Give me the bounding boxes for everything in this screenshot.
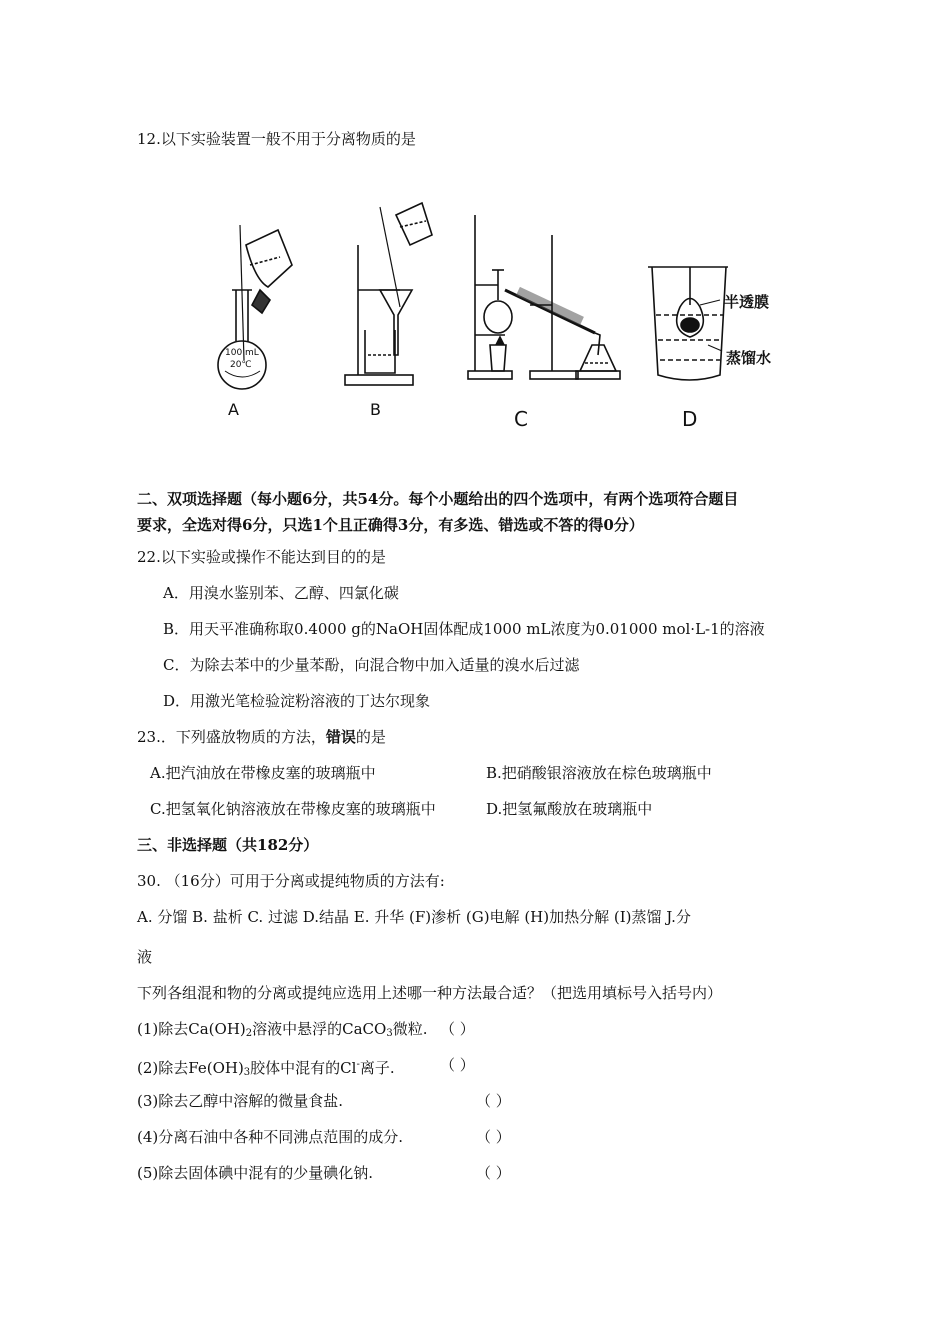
apparatus-drawings: [200, 195, 800, 435]
question-23-stem-suffix: 的是: [355, 728, 386, 746]
filtration-apparatus: [345, 203, 432, 385]
answer-bracket-1[interactable]: （ ）: [440, 1020, 475, 1038]
distillation-apparatus: [468, 215, 620, 379]
section-2-heading-line1: 二、双项选择题（每小题6分，共54分。每个小题给出的四个选项中，有两个选项符合题目: [137, 490, 739, 508]
item-1-suffix: 微粒.: [392, 1020, 428, 1038]
question-30-item-1: [137, 1018, 428, 1045]
question-30-stem: 30. （16分）可用于分离或提纯物质的方法有:: [137, 872, 445, 890]
item-2-subscript: 3: [243, 1067, 251, 1078]
section-2-heading-line2: 要求，全选对得6分，只选1个且正确得3分，有多选、错选或不答的得0分）: [137, 516, 644, 534]
section-3-heading: 三、非选择题（共182分）: [137, 836, 319, 854]
answer-bracket-5[interactable]: （ ）: [476, 1164, 511, 1182]
question-23-stem-prefix: 23.．下列盛放物质的方法，: [137, 728, 326, 746]
question-12: 12.以下实验装置一般不用于分离物质的是: [137, 130, 416, 148]
item-2-suffix: 离子.: [359, 1059, 395, 1077]
item-1-prefix: (1)除去Ca(OH): [137, 1020, 246, 1038]
item-2-superscript: -: [356, 1059, 360, 1070]
membrane-label: 半透膜: [724, 293, 770, 311]
question-30-item-5: (5)除去固体碘中混有的少量碘化钠.: [137, 1164, 374, 1182]
question-22-option-d: D．用激光笔检验淀粉溶液的丁达尔现象: [163, 692, 431, 710]
apparatus-figure: [200, 195, 800, 435]
item-1-mid: 溶液中悬浮的CaCO: [252, 1020, 387, 1038]
dialysis-apparatus: [648, 267, 728, 380]
question-23-option-b: B.把硝酸银溶液放在棕色玻璃瓶中: [486, 764, 712, 782]
label-d: D: [682, 407, 698, 431]
question-23-stem-emphasis: 错误: [325, 728, 356, 746]
question-30-item-2: [137, 1054, 395, 1084]
answer-bracket-3[interactable]: （ ）: [476, 1092, 511, 1110]
answer-bracket-4[interactable]: （ ）: [476, 1128, 511, 1146]
question-30-instruction: 下列各组混和物的分离或提纯应选用上述哪一种方法最合适？（把选用填标号入括号内）: [137, 984, 723, 1002]
question-23-stem: [137, 726, 386, 748]
item-2-mid: 胶体中混有的Cl: [250, 1059, 357, 1077]
question-30-methods-line2: 液: [137, 948, 153, 966]
question-30-methods-line1: A. 分馏 B. 盐析 C. 过滤 D.结晶 E. 升华 (F)渗析 (G)电解 (H)加热分解 (I)蒸馏 J.分: [137, 908, 691, 926]
question-30-item-3: (3)除去乙醇中溶解的微量食盐.: [137, 1092, 344, 1110]
question-22-option-b: B．用天平准确称取0.4000 g的NaOH固体配成1000 mL浓度为0.01000 mol·L-1的溶液: [163, 620, 765, 638]
question-23-option-d: D.把氢氟酸放在玻璃瓶中: [486, 800, 653, 818]
question-22-option-a: A．用溴水鉴别苯、乙醇、四氯化碳: [163, 584, 399, 602]
question-30-item-4: (4)分离石油中各种不同沸点范围的成分.: [137, 1128, 404, 1146]
label-c: C: [514, 407, 528, 431]
question-22-stem: 22.以下实验或操作不能达到目的的是: [137, 548, 386, 566]
flask-temperature-label: 20℃: [230, 360, 252, 370]
question-23-option-a: A.把汽油放在带橡皮塞的玻璃瓶中: [150, 764, 376, 782]
question-23-option-c: C.把氢氧化钠溶液放在带橡皮塞的玻璃瓶中: [150, 800, 436, 818]
flask-capacity-label: 100 mL: [225, 348, 259, 358]
item-1-subscript-2: 3: [386, 1028, 393, 1039]
question-22-option-c: C．为除去苯中的少量苯酚，向混合物中加入适量的溴水后过滤: [163, 656, 580, 674]
answer-bracket-2[interactable]: （ ）: [440, 1056, 475, 1074]
item-2-prefix: (2)除去Fe(OH): [137, 1059, 244, 1077]
label-a: A: [228, 400, 239, 419]
distilled-water-label: 蒸馏水: [726, 349, 772, 367]
item-1-subscript-1: 2: [245, 1028, 253, 1039]
label-b: B: [370, 400, 381, 419]
